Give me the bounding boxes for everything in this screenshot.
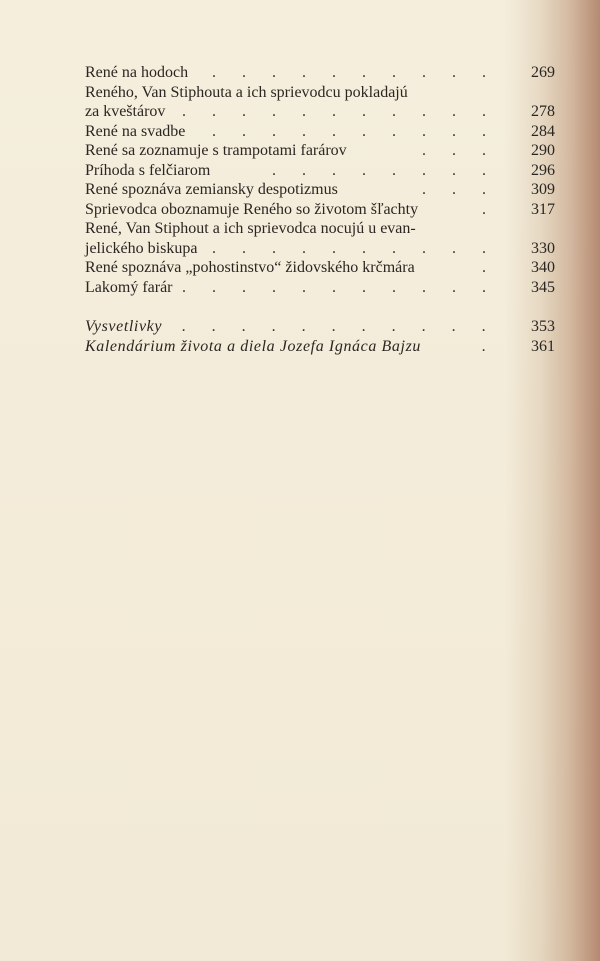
toc-leader-dots: . [482, 259, 497, 276]
toc-page-number: 361 [531, 337, 555, 355]
toc-leader-dots: . . . . . . . . [272, 161, 497, 179]
toc-leader-dots: . . . . . . . . . . . [182, 318, 497, 335]
toc-entry [85, 102, 555, 122]
toc-page-number: 330 [531, 239, 555, 257]
toc-entry-title: Sprievodca oboznamuje Reného so životom šľachty [85, 200, 419, 218]
toc-leader-dots: . [482, 337, 497, 355]
toc-entry-title: Reného, Van Stiphouta a ich sprievodcu pokladajú [85, 83, 408, 101]
toc-appendix-entry [85, 317, 555, 337]
toc-leader-dots: . . . [422, 142, 497, 159]
toc-leader-dots: . . . . . . . . . . . [182, 278, 497, 296]
table-of-contents [85, 63, 555, 356]
toc-entry-title: René spoznáva „pohostinstvo“ židovského krčmára [85, 259, 415, 276]
toc-entry [85, 161, 555, 181]
toc-entry [85, 122, 555, 142]
toc-entry-title: Príhoda s felčiarom [85, 161, 211, 179]
toc-page-number: 309 [531, 181, 555, 198]
toc-leader-dots: . . . . . . . . . . [212, 122, 497, 140]
toc-entry-title: Vysvetlivky [85, 318, 163, 335]
toc-entry-title: René, Van Stiphout a ich sprievodca nocujú u evan- [85, 220, 416, 237]
toc-leader-dots: . [482, 200, 497, 218]
section-gap [85, 297, 555, 317]
toc-entry-title: René na hodoch [85, 64, 189, 81]
toc-leader-dots: . . . . . . . . . . . [182, 103, 497, 120]
toc-page-number: 296 [531, 161, 555, 179]
toc-entry [85, 219, 555, 239]
toc-entry-title: jelického biskupa [85, 239, 198, 257]
toc-appendix-entry [85, 337, 555, 357]
toc-page-number: 290 [531, 142, 555, 159]
toc-entry-title: René sa zoznamuje s trampotami farárov [85, 142, 347, 159]
toc-entry-title: za kveštárov [85, 103, 166, 120]
toc-entry-title: René na svadbe [85, 122, 186, 140]
toc-entry [85, 83, 555, 103]
toc-leader-dots: . . . . . . . . . . [212, 64, 497, 81]
toc-leader-dots: . . . [422, 181, 497, 198]
toc-entry [85, 239, 555, 259]
toc-page-number: 353 [531, 318, 555, 335]
toc-entry-title: Kalendárium života a diela Jozefa Ignáca Bajzu [85, 337, 422, 355]
toc-entry [85, 200, 555, 220]
toc-page-number: 340 [531, 259, 555, 276]
toc-entry [85, 63, 555, 83]
toc-entry [85, 278, 555, 298]
toc-page-number: 345 [531, 278, 555, 296]
toc-entry-title: René spoznáva zemiansky despotizmus [85, 181, 338, 198]
toc-entry [85, 258, 555, 278]
toc-entry-title: Lakomý farár [85, 278, 173, 296]
toc-page-number: 278 [531, 103, 555, 120]
toc-entry [85, 180, 555, 200]
toc-entry [85, 141, 555, 161]
toc-leader-dots: . . . . . . . . . . [212, 239, 497, 257]
toc-page-number: 317 [531, 200, 555, 218]
toc-page-number: 284 [531, 122, 555, 140]
toc-page-number: 269 [531, 64, 555, 81]
